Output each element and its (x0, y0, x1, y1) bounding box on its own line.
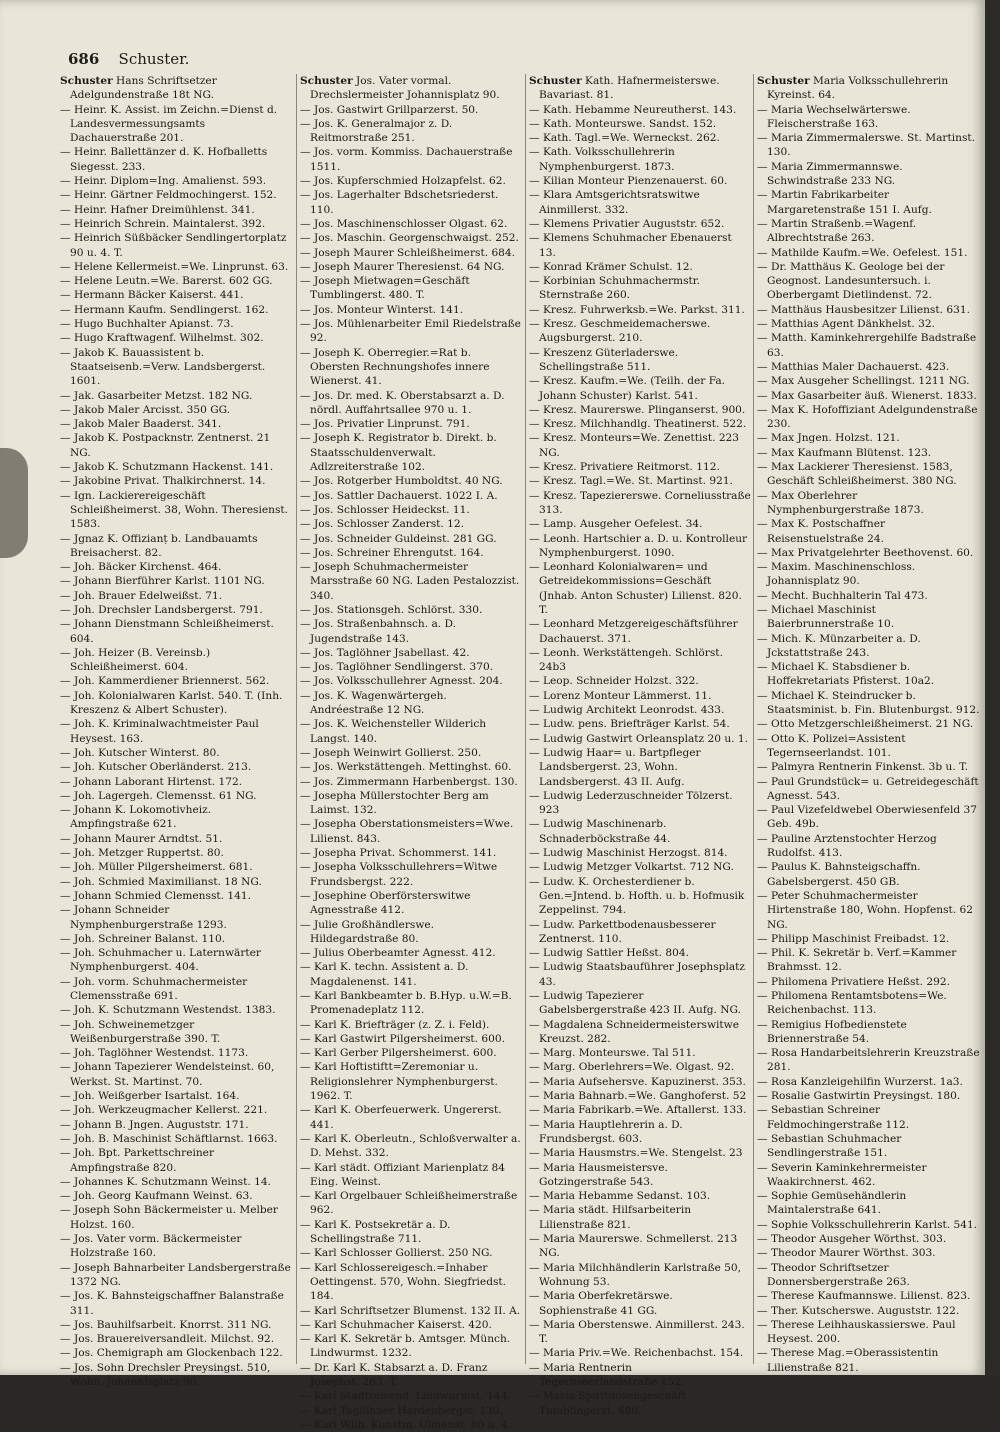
directory-entry: — Hermann Kaufm. Sendlingerst. 162. (60, 303, 269, 316)
directory-entry: — Karl Schlosser Gollierst. 250 NG. (300, 1247, 493, 1260)
directory-entry: — Paul Vizefeldwebel Oberwiesenfeld 37 Geb. 49b. (757, 804, 977, 831)
column-rule (296, 74, 297, 1364)
directory-entry: — Helene Leutn.=We. Barerst. 602 GG. (60, 275, 273, 288)
directory-entry: — Joh. Heizer (B. Vereinsb.) Schleißheimerst. 604. (60, 646, 211, 674)
directory-entry: — Philomena Rentamtsbotens=We. Reichenbachst. 113. (757, 990, 947, 1017)
directory-entry: — Theodor Ausgeher Wörthst. 303. (757, 1233, 947, 1246)
column-1 (60, 74, 292, 1389)
directory-entry: — Kath. Tagl.=We. Werneckst. 262. (529, 132, 720, 145)
directory-entry: — Karl Stadtreisend. Lindwurmst. 144. (300, 1390, 511, 1403)
directory-entry: — Kresz. Tagl.=We. St. Martinst. 921. (529, 475, 733, 488)
directory-entry: — Michael Maschinist Baierbrunnerstraße 10. (757, 603, 895, 631)
directory-entry: — Ludwig Haar= u. Bartpfleger Landsbergerst. 23, Wohn. Landsbergerst. 43 II. Aufg. (529, 746, 701, 788)
directory-entry: Schuster Hans Schriftsetzer Adelgundenstraße 18t NG. (60, 75, 217, 102)
directory-entry: — Joh. Kolonialwaren Karlst. 540. T. (Inh. Kreszenz & Albert Schuster). (60, 689, 283, 717)
directory-entry: — Karl Schriftsetzer Blumenst. 132 II. A. (300, 1304, 521, 1317)
directory-entry: — Leonh. Hartschier a. D. u. Kontrolleur Nymphenburgerst. 1090. (529, 532, 748, 559)
directory-entry: — Max Jngen. Holzst. 121. (757, 432, 900, 445)
directory-entry: — Max Oberlehrer Nymphenburgerstraße 1873. (757, 489, 924, 516)
directory-entry: — Peter Schuhmachermeister Hirtenstraße 180, Wohn. Hopfenst. 62 NG. (757, 889, 974, 931)
directory-entry: — Hermann Bäcker Kaiserst. 441. (60, 289, 244, 302)
directory-entry: — Maxim. Maschinenschloss. Johannisplatz 90. (757, 561, 916, 588)
directory-entry: — Kresz. Fuhrwerksb.=We. Parkst. 311. (529, 303, 745, 316)
directory-entry: — Kresz. Privatiere Reitmorst. 112. (529, 461, 720, 474)
directory-entry: — Jos. Schlosser Heideckst. 11. (300, 503, 470, 516)
directory-entry: — Leonh. Werkstättengeh. Schlörst. 24b3 (529, 646, 723, 674)
directory-entry: — Kilian Monteur Pienzenauerst. 60. (529, 175, 728, 188)
directory-entry: — Julie Großhändlerswe. Hildegardstraße 80. (300, 918, 435, 945)
directory-entry: — Jos. Schlosser Zanderst. 12. (300, 518, 465, 531)
directory-entry: — Severin Kaminkehrermeister Waakirchnerst. 462. (757, 1161, 927, 1188)
directory-entry: — Phil. K. Sekretär b. Verf.=Kammer Brahmsst. 12. (757, 947, 957, 974)
directory-entry: — Joseph Maurer Schleißheimerst. 684. (300, 246, 516, 259)
directory-entry: — Jos. Privatier Linprunst. 791. (300, 418, 470, 431)
directory-entry: — Josepha Privat. Schommerst. 141. (300, 847, 497, 860)
directory-entry: — Josepha Müllerstochter Berg am Laimst. 132. (300, 789, 489, 817)
directory-entry: — Max Gasarbeiter äuß. Wienerst. 1833. (757, 389, 977, 402)
directory-entry: — Heinr. Hafner Dreimühlenst. 341. (60, 203, 255, 216)
directory-entry: — Karl Gastwirt Pilgersheimerst. 600. (300, 1032, 505, 1045)
directory-entry: — Maria Oberstenswe. Ainmillerst. 243. T. (529, 1318, 745, 1346)
directory-entry: — Karl K. Briefträger (z. Z. i. Feld). (300, 1018, 490, 1031)
directory-entry: — Karl Bankbeamter b. B.Hyp. u.W.=B. Promenadeplatz 112. (300, 990, 512, 1017)
directory-entry: — Maria Wechselwärterswe. Fleischerstraße 163. (757, 103, 911, 130)
directory-entry: — Max Ausgeher Schellingst. 1211 NG. (757, 375, 970, 388)
directory-entry: — Joh. Werkzeugmacher Kellerst. 221. (60, 1104, 268, 1117)
directory-entry: — Dr. Matthäus K. Geologe bei der Geognost. Landesuntersuch. i. Oberbergamt Dietlindenst. 72. (757, 260, 945, 302)
book-edge (985, 0, 1000, 1375)
directory-entry: — Paul Grundstück= u. Getreidegeschäft Agnesst. 543. (757, 775, 979, 802)
directory-entry: — Max Privatgelehrter Beethovenst. 60. (757, 546, 974, 559)
directory-entry: — Ludwig Gastwirt Orleansplatz 20 u. 1. (529, 732, 749, 745)
directory-entry: — Kreszenz Güterladerswe. Schellingstraße 511. (529, 346, 679, 373)
directory-entry: — Leonhard Kolonialwaren= und Getreidekommissions=Geschäft (Jnhab. Anton Schuster) Lilienst. 820. T. (529, 561, 742, 616)
directory-entry: — Otto Metzgerschleißheimerst. 21 NG. (757, 718, 974, 731)
directory-entry: — Korbinian Schuhmachermstr. Sternstraße 260. (529, 275, 701, 302)
directory-entry: — Kresz. Maurerswe. Plinganserst. 900. (529, 403, 746, 416)
directory-entry: — Joseph Schuhmachermeister Marsstraße 60 NG. Laden Pestalozzist. 340. (300, 561, 520, 602)
directory-entry: — Leop. Schneider Holzst. 322. (529, 675, 699, 688)
directory-entry: Schuster Kath. Hafnermeisterswe. Bavariast. 81. (529, 75, 720, 102)
column-rule (753, 74, 754, 1364)
directory-entry: — Kresz. Tapeziererswe. Corneliusstraße 313. (529, 489, 751, 516)
directory-entry: — Kath. Volksschullehrerin Nymphenburgerst. 1873. (529, 146, 675, 173)
directory-entry: — Maria Milchhändlerin Karlstraße 50, Wohnung 53. (529, 1261, 741, 1288)
page-number: 686 (68, 50, 100, 68)
directory-entry: — Ludwig Sattler Heßst. 804. (529, 947, 689, 960)
directory-entry: — Michael K. Stabsdiener b. Hoffekretariats Pfisterst. 10a2. (757, 661, 935, 688)
directory-entry: — Jgnaz K. Offizianț b. Landbauamts Breisacherst. 82. (60, 532, 258, 559)
directory-entry: — Jos. Maschin. Georgenschwaigst. 252. (300, 232, 519, 245)
directory-entry: — Johann K. Lokomotivheiz. Ampfingstraße 621. (60, 804, 212, 831)
directory-entry: — Joseph Weinwirt Gollierst. 250. (300, 746, 482, 759)
directory-entry: — Philomena Privatiere Heßst. 292. (757, 975, 950, 988)
directory-entry: — Johann Dienstmann Schleißheimerst. 604. (60, 618, 274, 645)
directory-entry: — Ludwig Metzger Volkartst. 712 NG. (529, 861, 734, 874)
directory-entry: — Martin Fabrikarbeiter Margaretenstraße 151 I. Aufg. (757, 189, 932, 216)
directory-entry: — Maria Maurerswe. Schmellerst. 213 NG. (529, 1233, 738, 1260)
directory-entry: — Palmyra Rentnerin Finkenst. 3b u. T. (757, 761, 968, 774)
directory-entry: — Johann Schneider Nymphenburgerstraße 1293. (60, 904, 227, 931)
directory-entry: — Kresz. Milchhandlg. Theatinerst. 522. (529, 418, 747, 431)
directory-entry: — Joh. Bäcker Kirchenst. 464. (60, 561, 222, 574)
directory-entry: — Jos. Sohn Drechsler Preysingst. 510, Wohn. Johannisplatz 90. (60, 1361, 271, 1389)
directory-entry: — Joh. Schmied Maximilianst. 18 NG. (60, 875, 262, 888)
directory-entry: — Jos. Dr. med. K. Oberstabsarzt a. D. nördl. Auffahrtsallee 970 u. 1. (300, 389, 505, 416)
directory-entry: — Klemens Privatier Auguststr. 652. (529, 217, 725, 230)
directory-entry: — Karl Schlossereigesch.=Inhaber Oettingenst. 570, Wohn. Siegfriedst. 184. (300, 1261, 507, 1303)
directory-entry: — Jos. Volksschullehrer Agnesst. 204. (300, 675, 503, 688)
directory-entry: — Rosa Kanzleigehilfin Wurzerst. 1a3. (757, 1075, 963, 1088)
directory-entry: — Ludwig Maschinist Herzogst. 814. (529, 847, 728, 860)
directory-entry: — Martin Straßenb.=Wagenf. Albrechtstraße 263. (757, 217, 917, 245)
directory-entry: — Kresz. Monteurs=We. Zenettist. 223 NG. (529, 432, 740, 459)
directory-entry: — Magdalena Schneidermeisterswitwe Kreuzst. 282. (529, 1018, 739, 1045)
directory-entry: — Joh. K. Kriminalwachtmeister Paul Heysest. 163. (60, 718, 259, 745)
directory-entry: — Kath. Hebamme Neureutherst. 143. (529, 103, 737, 116)
directory-entry: — Joseph Bahnarbeiter Landsbergerstraße 1372 NG. (60, 1261, 291, 1288)
directory-entry: — Jos. Zimmermann Harbenbergst. 130. (300, 775, 518, 788)
directory-entry: — Jos. Schreiner Ehrengutst. 164. (300, 546, 484, 559)
directory-entry: — Joseph Mietwagen=Geschäft Tumblingerst. 480. T. (300, 275, 470, 302)
directory-entry: — Kath. Monteurswe. Sandst. 152. (529, 117, 717, 130)
directory-entry: — Maria Oberfekretärswe. Sophienstraße 41 GG. (529, 1290, 673, 1317)
directory-entry: — Jos. Maschinenschlosser Olgast. 62. (300, 217, 508, 230)
directory-entry: — Ludw. Parkettbodenausbesserer Zentnerst. 110. (529, 918, 716, 945)
directory-entry: — Karl K. Oberleutn., Schloßverwalter a. D. Mehst. 332. (300, 1132, 521, 1160)
directory-entry: — Joseph K. Oberregier.=Rat b. Obersten Rechnungshofes innere Wienerst. 41. (300, 346, 490, 388)
directory-entry: — Johann Tapezierer Wendelsteinst. 60, Werkst. St. Martinst. 70. (60, 1061, 275, 1088)
directory-entry: — Maria städt. Hilfsarbeiterin Lilienstraße 821. (529, 1204, 692, 1231)
directory-entry: — Karl K. Postsekretär a. D. Schellingstraße 711. (300, 1218, 451, 1246)
directory-entry: — Maria Rentnerin Tegernseerlandstraße 152. (529, 1361, 685, 1389)
directory-entry: — Joh. Taglöhner Westendst. 1173. (60, 1047, 249, 1060)
directory-entry: — Jos. Mühlenarbeiter Emil Riedelstraße 92. (300, 318, 521, 345)
directory-entry: — Philipp Maschinist Freibadst. 12. (757, 932, 950, 945)
directory-entry: — Mathilde Kaufm.=We. Oefelest. 151. (757, 246, 968, 259)
directory-entry: — Therese Kaufmannswe. Lilienst. 823. (757, 1290, 971, 1303)
directory-entry: — Rosa Handarbeitslehrerin Kreuzstraße 281. (757, 1047, 980, 1074)
directory-entry: — Dr. Karl K. Stabsarzt a. D. Franz Josephst. 263. T. (300, 1361, 488, 1389)
directory-entry: — Heinr. K. Assist. im Zeichn.=Dienst d. Landesvermessungsamts Dachauerstraße 201. (60, 103, 278, 145)
directory-entry: — Joh. vorm. Schuhmachermeister Clemensstraße 691. (60, 975, 248, 1002)
directory-entry: — Jos. K. Generalmajor z. D. Reitmorstraße 251. (300, 117, 453, 145)
directory-entry: — Jos. Taglöhner Sendlingerst. 370. (300, 661, 494, 674)
directory-entry: — Joh. B. Maschinist Schäftlarnst. 1663. (60, 1132, 278, 1145)
directory-entry: — Max K. Postschaffner Reisenstuelstraße 24. (757, 518, 886, 545)
directory-entry: — Maria Fabrikarb.=We. Aftallerst. 133. (529, 1104, 747, 1117)
column-rule (525, 74, 526, 1364)
directory-entry: — Jos. Kupferschmied Holzapfelst. 62. (300, 175, 506, 188)
directory-entry: — Matthäus Hausbesitzer Lilienst. 631. (757, 303, 970, 316)
directory-entry: — Jos. Monteur Winterst. 141. (300, 303, 464, 316)
directory-entry: — Karl K. Oberfeuerwerk. Ungererst. 441. (300, 1104, 502, 1131)
directory-entry: — Joseph Sohn Bäckermeister u. Melber Holzst. 160. (60, 1204, 278, 1231)
page-header (68, 50, 189, 72)
directory-entry: — Jos. Bauhilfsarbeit. Knorrst. 311 NG. (60, 1318, 272, 1331)
directory-entry: — Joh. Kammerdiener Briennerst. 562. (60, 675, 270, 688)
directory-entry: — Ludwig Tapezierer Gabelsbergerstraße 423 II. Aufg. NG. (529, 990, 741, 1017)
directory-entry: — Matth. Kaminkehrergehilfe Badstraße 63. (757, 332, 977, 359)
directory-entry: — Maria Hausmeistersve. Gotzingerstraße 543. (529, 1161, 668, 1188)
directory-entry: — Matthias Agent Dänkhelst. 32. (757, 318, 935, 331)
directory-entry: — Maria Spirituosengeschäft Tumblingerst. 480. (529, 1390, 686, 1417)
directory-entry: — Jos. Vater vorm. Bäckermeister Holzstraße 160. (60, 1233, 242, 1260)
directory-entry: — Pauline Arztenstochter Herzog Rudolfst. 413. (757, 832, 937, 860)
directory-entry: — Lorenz Monteur Lämmerst. 11. (529, 689, 712, 702)
directory-entry: — Helene Kellermeist.=We. Linprunst. 63. (60, 260, 289, 273)
directory-entry: — Karl Hoftistiftt=Zeremoniar u. Religionslehrer Nymphenburgerst. 1962. T. (300, 1061, 498, 1103)
directory-entry: — Max Lackierer Theresienst. 1583, Geschäft Schleißheimerst. 380 NG. (757, 461, 957, 488)
directory-entry: Schuster Maria Volksschullehrerin Kyreinst. 64. (757, 75, 949, 102)
directory-entry: — Jos. K. Wagenwärtergeh. Andréestraße 12 NG. (300, 689, 447, 717)
directory-entry: — Heinrich Süßbäcker Sendlingertorplatz 90 u. 4. T. (60, 232, 287, 259)
directory-entry: — Sebastian Schuhmacher Sendlingerstraße 151. (757, 1132, 902, 1160)
running-title: Schuster. (118, 50, 190, 68)
directory-entry: — Joh. Weißgerber Isartalst. 164. (60, 1090, 240, 1103)
directory-entry: — Karl Orgelbauer Schleißheimerstraße 962. (300, 1190, 518, 1217)
directory-entry: — Johann Maurer Arndtst. 51. (60, 832, 223, 845)
directory-entry: — Josepha Volksschullehrers=Witwe Frundsbergst. 222. (300, 861, 498, 888)
directory-entry: — Maria Hausmstrs.=We. Stengelst. 23 (529, 1147, 743, 1160)
directory-entry: — Ludw. pens. Briefträger Karlst. 54. (529, 718, 730, 731)
column-2 (300, 74, 522, 1431)
directory-entry: — Marg. Oberlehrers=We. Olgast. 92. (529, 1061, 735, 1074)
directory-entry: — Joh. Brauer Edelweißst. 71. (60, 589, 223, 602)
directory-entry: — Kresz. Geschmeidemacherswe. Augsburgerst. 210. (529, 318, 711, 345)
directory-entry: — Ludwig Maschinenarb. Schnaderböckstraße 44. (529, 818, 671, 845)
directory-entry: — Ther. Kutscherswe. Auguststr. 122. (757, 1304, 960, 1317)
directory-entry: — Jos. Schneider Guldeinst. 281 GG. (300, 532, 497, 545)
directory-entry: — Therese Leihhauskassierswe. Paul Heysest. 200. (757, 1318, 956, 1346)
directory-entry: — Lamp. Ausgeher Oefelest. 34. (529, 518, 703, 531)
directory-entry: — Karl Schuhmacher Kaiserst. 420. (300, 1318, 492, 1331)
directory-entry: — Maria Hebamme Sedanst. 103. (529, 1190, 711, 1203)
directory-entry: — Heinr. Gärtner Feldmochingerst. 152. (60, 189, 277, 202)
directory-entry: — Maria Bahnarb.=We. Ganghoferst. 52 (529, 1090, 747, 1103)
column-3 (529, 74, 751, 1417)
directory-entry: — Theodor Schriftsetzer Donnersbergerstraße 263. (757, 1261, 910, 1288)
directory-entry: — Paulus K. Bahnsteigschaffn. Gabelsbergerst. 450 GB. (757, 861, 921, 888)
directory-entry: — Mecht. Buchhalterin Tal 473. (757, 589, 928, 602)
directory-entry: — Karl städt. Offiziant Marienplatz 84 Eing. Weinst. (300, 1161, 506, 1188)
directory-entry: — Jakob Maler Baaderst. 341. (60, 418, 222, 431)
directory-entry: — Matthias Maler Dachauerst. 423. (757, 360, 950, 373)
directory-entry: — Jos. Lagerhalter Bdschetsriederst. 110. (300, 189, 499, 216)
directory-entry: — Heinrich Schrein. Maintalerst. 392. (60, 217, 266, 230)
directory-entry: — Hugo Kraftwagenf. Wilhelmst. 302. (60, 332, 264, 345)
directory-entry: — Jos. K. Bahnsteigschaffner Balanstraße 311. (60, 1290, 284, 1317)
directory-entry: — Maria Priv.=We. Reichenbachst. 154. (529, 1347, 744, 1360)
directory-entry: — Jos. K. Weichensteller Wilderich Langst. 140. (300, 718, 487, 745)
directory-entry: — Maria Zimmermannswe. Schwindstraße 233 NG. (757, 160, 903, 188)
binding-clip (0, 448, 28, 558)
directory-entry: — Jak. Gasarbeiter Metzst. 182 NG. (60, 389, 253, 402)
directory-entry: — Therese Mag.=Oberassistentin Lilienstraße 821. (757, 1347, 939, 1374)
directory-entry: — Klara Amtsgerichtsratswitwe Ainmillerst. 332. (529, 189, 700, 216)
directory-entry: — Joh. Metzger Ruppertst. 80. (60, 847, 224, 860)
directory-entry: — Johann Bierführer Karlst. 1101 NG. (60, 575, 265, 588)
directory-entry: — Joseph K. Registrator b. Direkt. b. Staatsschuldenverwalt. Adlzreiterstraße 102. (300, 432, 497, 474)
directory-entry: — Ign. Lackierereigeschäft Schleißheimerst. 38, Wohn. Theresienst. 1583. (60, 489, 289, 531)
directory-entry: — Joh. Kutscher Oberländerst. 213. (60, 761, 252, 774)
directory-entry: — Joh. Drechsler Landsbergerst. 791. (60, 603, 263, 616)
directory-entry: Schuster Jos. Vater vormal. Drechslermeister Johannisplatz 90. (300, 75, 500, 102)
directory-entry: — Jos. Gastwirt Grillparzerst. 50. (300, 103, 479, 116)
directory-entry: — Jakob K. Schutzmann Hackenst. 141. (60, 461, 274, 474)
directory-entry: — Mich. K. Münzarbeiter a. D. Jckstattstraße 243. (757, 632, 921, 659)
directory-entry: — Klemens Schuhmacher Ebenauerst 13. (529, 232, 732, 259)
directory-entry: — Max K. Hofoffiziant Adelgundenstraße 230. (757, 403, 978, 431)
directory-entry: — Ludwig Lederzuschneider Tölzerst. 923 (529, 789, 733, 817)
directory-entry: — Jos. Werkstättengeh. Mettinghst. 60. (300, 761, 512, 774)
directory-entry: — Sophie Gemüsehändlerin Maintalerstraße 641. (757, 1190, 907, 1217)
directory-entry: — Joseph Maurer Theresienst. 64 NG. (300, 260, 505, 273)
directory-entry: — Karl K. Sekretär b. Amtsger. Münch. Lindwurmst. 1232. (300, 1333, 511, 1360)
directory-entry: — Joh. Bpt. Parkettschreiner Ampfingstraße 820. (60, 1147, 215, 1174)
directory-entry: — Leonhard Metzgereigeschäftsführer Dachauerst. 371. (529, 618, 738, 645)
directory-entry: — Jos. Sattler Dachauerst. 1022 I. A. (300, 489, 498, 502)
directory-entry: — Sophie Volksschullehrerin Karlst. 541. (757, 1218, 978, 1231)
directory-entry: — Julius Oberbeamter Agnesst. 412. (300, 947, 496, 960)
directory-entry: — Jos. vorm. Kommiss. Dachauerstraße 1511. (300, 146, 513, 173)
directory-entry: — Jakob K. Postpacknstr. Zentnerst. 21 NG. (60, 432, 271, 459)
directory-entry: — Jakobine Privat. Thalkirchnerst. 14. (60, 475, 266, 488)
directory-entry: — Karl K. techn. Assistent a. D. Magdalenenst. 141. (300, 961, 469, 988)
directory-entry: — Konrad Krämer Schulst. 12. (529, 260, 693, 273)
directory-entry: — Kresz. Kaufm.=We. (Teilh. der Fa. Johann Schuster) Karlst. 541. (529, 375, 726, 402)
directory-entry: — Karl Wilh. Kunstm. Ulmenst. 80 u. 4. (300, 1418, 512, 1431)
directory-entry: — Hugo Buchhalter Apianst. 73. (60, 318, 234, 331)
column-4 (757, 74, 981, 1374)
directory-entry: — Johann Schmied Clemensst. 141. (60, 889, 251, 902)
directory-entry: — Marg. Monteurswe. Tal 511. (529, 1047, 696, 1060)
directory-entry: — Remigius Hofbedienstete Briennerstraße 54. (757, 1018, 907, 1045)
directory-entry: — Maria Zimmermalerswe. St. Martinst. 130. (757, 132, 976, 159)
directory-entry: — Jos. Stationsgeh. Schlörst. 330. (300, 603, 483, 616)
directory-entry: — Josephine Oberförsterswitwe Agnesstraße 412. (300, 889, 471, 917)
directory-entry: — Karl Gerber Pilgersheimerst. 600. (300, 1047, 497, 1060)
directory-entry: — Karl Taglöhner Hardenbergst. 130. (300, 1404, 503, 1417)
directory-entry: — Max Kaufmann Blütenst. 123. (757, 446, 932, 459)
directory-entry: — Joh. Georg Kaufmann Weinst. 63. (60, 1190, 253, 1203)
directory-entry: — Ludw. K. Orchesterdiener b. Gen.=Jntend. b. Hofth. u. b. Hofmusik Zeppelinst. 794. (529, 875, 745, 917)
directory-entry: — Joh. Lagergeh. Clemensst. 61 NG. (60, 789, 257, 802)
directory-entry: — Jos. Taglöhner Jsabellast. 42. (300, 646, 470, 659)
directory-entry: — Joh. Schuhmacher u. Laternwärter Nymphenburgerst. 404. (60, 947, 261, 974)
directory-entry: — Jakob K. Bauassistent b. Staatseisenb.=Verw. Landsbergerst. 1601. (60, 346, 266, 388)
directory-entry: — Jos. Rotgerber Humboldtst. 40 NG. (300, 475, 503, 488)
directory-entry: — Ludwig Architekt Leonrodst. 433. (529, 704, 725, 717)
directory-entry: — Jos. Chemigraph am Glockenbach 122. (60, 1347, 283, 1360)
directory-entry: — Jos. Straßenbahnsch. a. D. Jugendstraße 143. (300, 618, 457, 645)
directory-entry: — Joh. Müller Pilgersheimerst. 681. (60, 861, 253, 874)
directory-entry: — Michael K. Steindrucker b. Staatsminist. b. Fin. Blutenburgst. 912. (757, 689, 980, 717)
directory-entry: — Joh. Schweinemetzger Weißenburgerstraße 390. T. (60, 1018, 221, 1045)
directory-entry: — Johann Laborant Hirtenst. 172. (60, 775, 243, 788)
directory-entry: — Sebastian Schreiner Feldmochingerstraße 112. (757, 1104, 910, 1131)
directory-entry: — Heinr. Ballettänzer d. K. Hofballetts Siegesst. 233. (60, 146, 268, 173)
directory-entry: — Joh. K. Schutzmann Westendst. 1383. (60, 1004, 276, 1017)
directory-entry: — Ludwig Staatsbauführer Josephsplatz 43. (529, 961, 745, 988)
directory-entry: — Jos. Brauereiversandleit. Milchst. 92. (60, 1333, 275, 1346)
directory-entry: — Maria Hauptlehrerin a. D. Frundsbergst. 603. (529, 1118, 683, 1145)
directory-entry: — Rosalie Gastwirtin Preysingst. 180. (757, 1090, 961, 1103)
directory-entry: — Maria Aufsehersve. Kapuzinerst. 353. (529, 1075, 746, 1088)
directory-entry: — Heinr. Diplom=Ing. Amalienst. 593. (60, 175, 267, 188)
directory-entry: — Johannes K. Schutzmann Weinst. 14. (60, 1175, 271, 1188)
directory-entry: — Joh. Kutscher Winterst. 80. (60, 746, 220, 759)
directory-entry: — Jakob Maler Arcisst. 350 GG. (60, 403, 231, 416)
directory-entry: — Otto K. Polizei=Assistent Tegernseerlandst. 101. (757, 732, 906, 759)
directory-entry: — Theodor Maurer Wörthst. 303. (757, 1247, 936, 1260)
directory-entry: — Joh. Schreiner Balanst. 110. (60, 932, 226, 945)
directory-entry: — Johann B. Jngen. Auguststr. 171. (60, 1118, 249, 1131)
directory-entry: — Josepha Oberstationsmeisters=Wwe. Lilienst. 843. (300, 818, 514, 845)
